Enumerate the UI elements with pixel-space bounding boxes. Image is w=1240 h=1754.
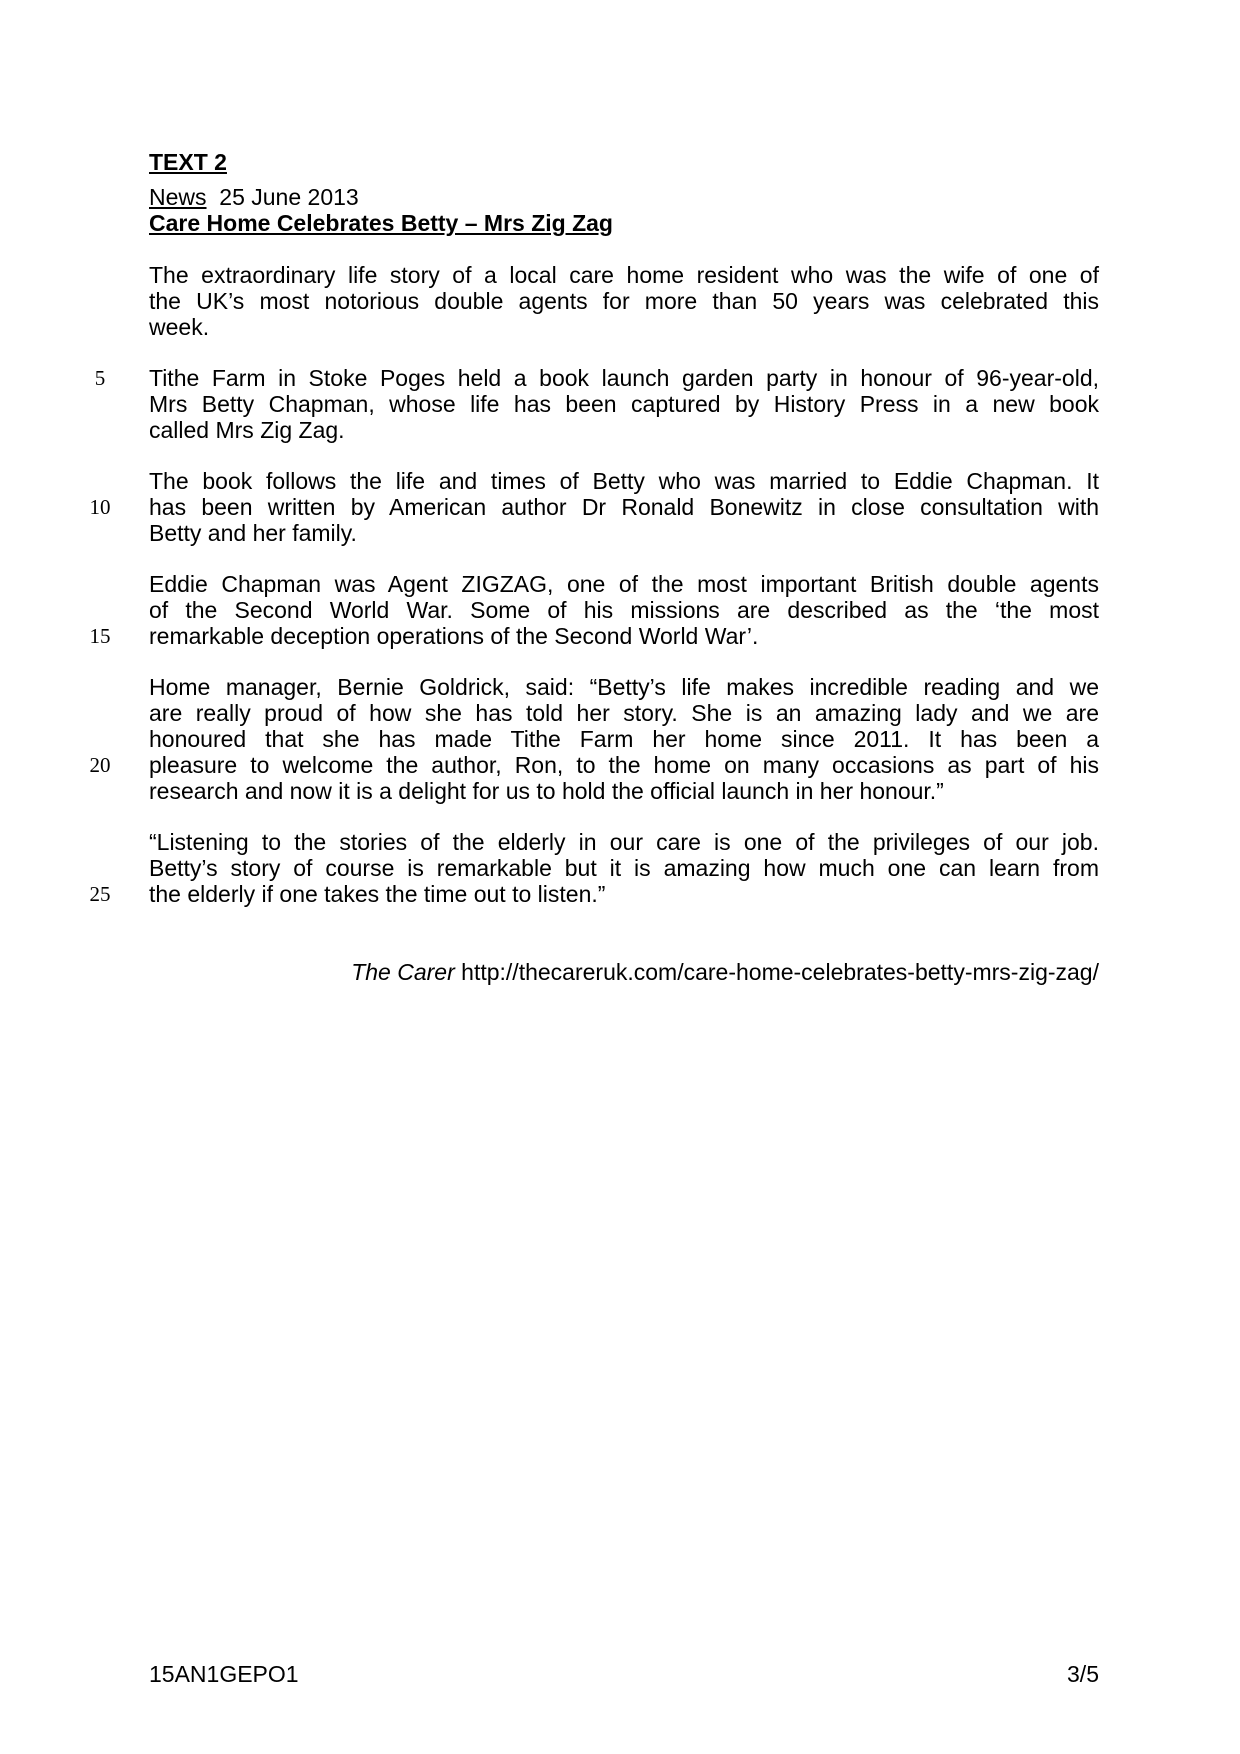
text-line: Home manager, Bernie Goldrick, said: “Betty’s life makes incredible reading and we xyxy=(149,674,1099,700)
source-publication: The Carer xyxy=(351,959,455,985)
text-line: The book follows the life and times of Betty who was married to Eddie Chapman. It xyxy=(149,468,1099,494)
line-number: 20 xyxy=(89,753,111,777)
text-line: pleasure to welcome the author, Ron, to the home on many occasions as part of his xyxy=(149,752,1099,778)
text-line: Betty’s story of course is remarkable but it is amazing how much one can learn from xyxy=(149,855,1099,881)
source-url: http://thecareruk.com/care-home-celebrates-betty-mrs-zig-zag/ xyxy=(461,959,1099,985)
text-line: are really proud of how she has told her story. She is an amazing lady and we are xyxy=(149,700,1099,726)
text-line: research and now it is a delight for us to hold the official launch in her honour.” xyxy=(149,778,944,804)
footer-code: 15AN1GEPO1 xyxy=(149,1661,299,1687)
line-number: 10 xyxy=(89,495,111,519)
text-heading: TEXT 2 xyxy=(149,149,227,175)
text-line: The extraordinary life story of a local care home resident who was the wife of one of xyxy=(149,262,1099,288)
text-line: Betty and her family. xyxy=(149,520,357,546)
text-line: honoured that she has made Tithe Farm her home since 2011. It has been a xyxy=(149,726,1099,752)
text-line: week. xyxy=(149,314,210,340)
line-number: 25 xyxy=(89,882,111,906)
section-label: News xyxy=(149,184,207,210)
line-number: 15 xyxy=(89,624,111,648)
text-line: the elderly if one takes the time out to listen.” xyxy=(149,881,606,907)
text-line: Mrs Betty Chapman, whose life has been captured by History Press in a new book xyxy=(149,391,1099,417)
line-number: 5 xyxy=(94,366,106,390)
text-line: Tithe Farm in Stoke Poges held a book launch garden party in honour of 96-year-old, xyxy=(149,365,1099,391)
text-line: the UK’s most notorious double agents for more than 50 years was celebrated this xyxy=(149,288,1099,314)
page-number: 3/5 xyxy=(1067,1661,1099,1687)
text-line: “Listening to the stories of the elderly in our care is one of the privileges of our job. xyxy=(149,829,1099,855)
text-line: Eddie Chapman was Agent ZIGZAG, one of the most important British double agents xyxy=(149,571,1099,597)
dateline xyxy=(149,183,1099,212)
text-line: called Mrs Zig Zag. xyxy=(149,417,345,443)
date: 25 June 2013 xyxy=(219,184,359,210)
source-citation xyxy=(351,958,1099,987)
text-line: has been written by American author Dr Ronald Bonewitz in close consultation with xyxy=(149,494,1099,520)
headline: Care Home Celebrates Betty – Mrs Zig Zag xyxy=(149,210,613,236)
text-line: remarkable deception operations of the Second World War’. xyxy=(149,623,759,649)
text-line: of the Second World War. Some of his missions are described as the ‘the most xyxy=(149,597,1099,623)
